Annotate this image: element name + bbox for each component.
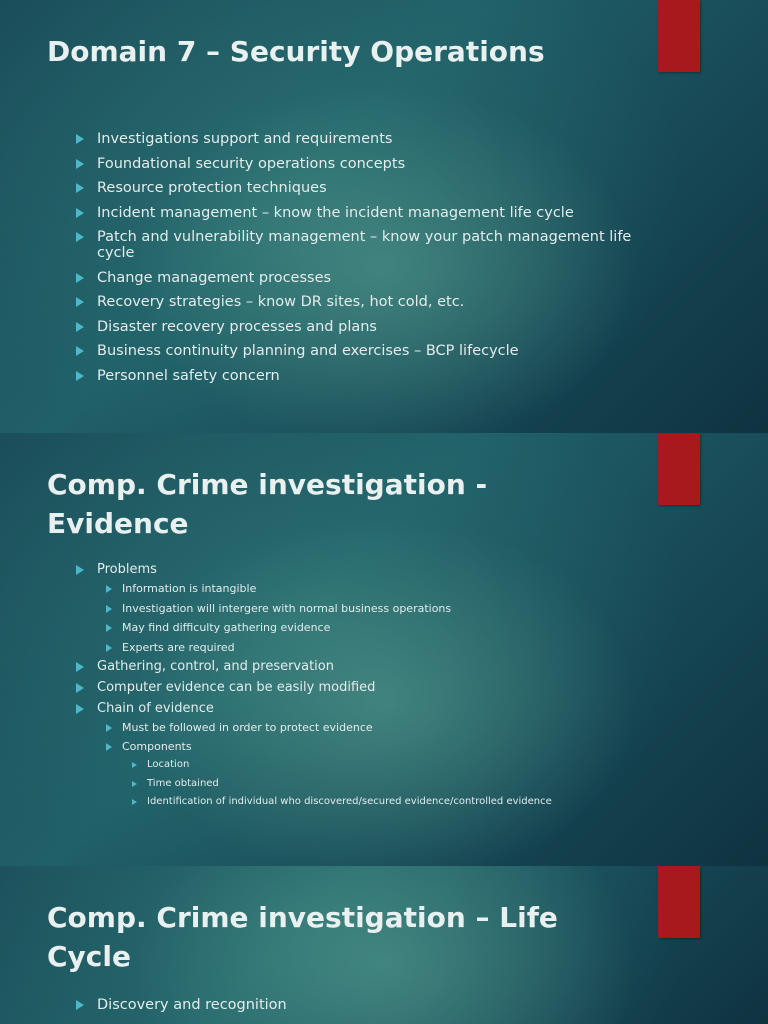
triangle-bullet-icon	[76, 704, 84, 714]
list-item: Discovery and recognition	[76, 997, 648, 1013]
slide-title: Comp. Crime investigation – Life Cycle	[47, 901, 558, 973]
list-item: Components	[76, 740, 648, 753]
list-item: May find difficulty gathering evidence	[76, 621, 648, 634]
list-item: Recovery strategies – know DR sites, hot cold, etc.	[76, 294, 648, 310]
triangle-bullet-icon	[76, 346, 84, 356]
list-item: Personnel safety concern	[76, 368, 648, 384]
slide-evidence	[0, 433, 768, 866]
triangle-bullet-icon	[76, 297, 84, 307]
list-item: Location	[76, 759, 648, 771]
triangle-bullet-icon	[76, 208, 84, 218]
triangle-bullet-icon	[76, 1000, 84, 1010]
list-item: Resource protection techniques	[76, 180, 648, 196]
list-item: Information is intangible	[76, 582, 648, 595]
triangle-bullet-icon	[106, 743, 112, 751]
list-item: Incident management – know the incident management life cycle	[76, 205, 648, 221]
triangle-bullet-icon	[106, 605, 112, 613]
slide-accent-bar	[658, 433, 700, 505]
list-item: Chain of evidence	[76, 701, 648, 717]
triangle-bullet-icon	[76, 662, 84, 672]
list-item: Problems	[76, 562, 648, 578]
triangle-bullet-icon	[76, 683, 84, 693]
triangle-bullet-icon	[132, 762, 137, 768]
list-item: Time obtained	[76, 778, 648, 790]
triangle-bullet-icon	[76, 565, 84, 575]
triangle-bullet-icon	[76, 134, 84, 144]
list-item: Experts are required	[76, 641, 648, 654]
list-item: Identification of individual who discovered/secured evidence/controlled evidence	[76, 796, 648, 808]
triangle-bullet-icon	[132, 781, 137, 787]
list-item: Patch and vulnerability management – know your patch management life cycle	[76, 229, 648, 261]
triangle-bullet-icon	[76, 371, 84, 381]
triangle-bullet-icon	[76, 322, 84, 332]
list-item: Business continuity planning and exercises – BCP lifecycle	[76, 343, 648, 359]
slide-title: Domain 7 – Security Operations	[47, 35, 545, 68]
list-item: Must be followed in order to protect evidence	[76, 721, 648, 734]
slide-accent-bar	[658, 866, 700, 938]
list-item: Computer evidence can be easily modified	[76, 680, 648, 696]
slide-title: Comp. Crime investigation - Evidence	[47, 468, 488, 540]
list-item: Gathering, control, and preservation	[76, 659, 648, 675]
triangle-bullet-icon	[76, 232, 84, 242]
bullet-list	[76, 131, 648, 384]
list-item: Change management processes	[76, 270, 648, 286]
triangle-bullet-icon	[76, 183, 84, 193]
triangle-bullet-icon	[76, 159, 84, 169]
slide-life-cycle	[0, 866, 768, 1024]
triangle-bullet-icon	[106, 724, 112, 732]
slide-accent-bar	[658, 0, 700, 72]
list-item: Foundational security operations concepts	[76, 156, 648, 172]
list-item: Investigations support and requirements	[76, 131, 648, 147]
triangle-bullet-icon	[76, 273, 84, 283]
triangle-bullet-icon	[106, 585, 112, 593]
list-item: Investigation will intergere with normal business operations	[76, 602, 648, 615]
list-item: Disaster recovery processes and plans	[76, 319, 648, 335]
slide-domain-7	[0, 0, 768, 433]
bullet-list	[76, 997, 648, 1013]
triangle-bullet-icon	[106, 644, 112, 652]
triangle-bullet-icon	[106, 624, 112, 632]
triangle-bullet-icon	[132, 799, 137, 805]
bullet-list	[76, 562, 648, 808]
